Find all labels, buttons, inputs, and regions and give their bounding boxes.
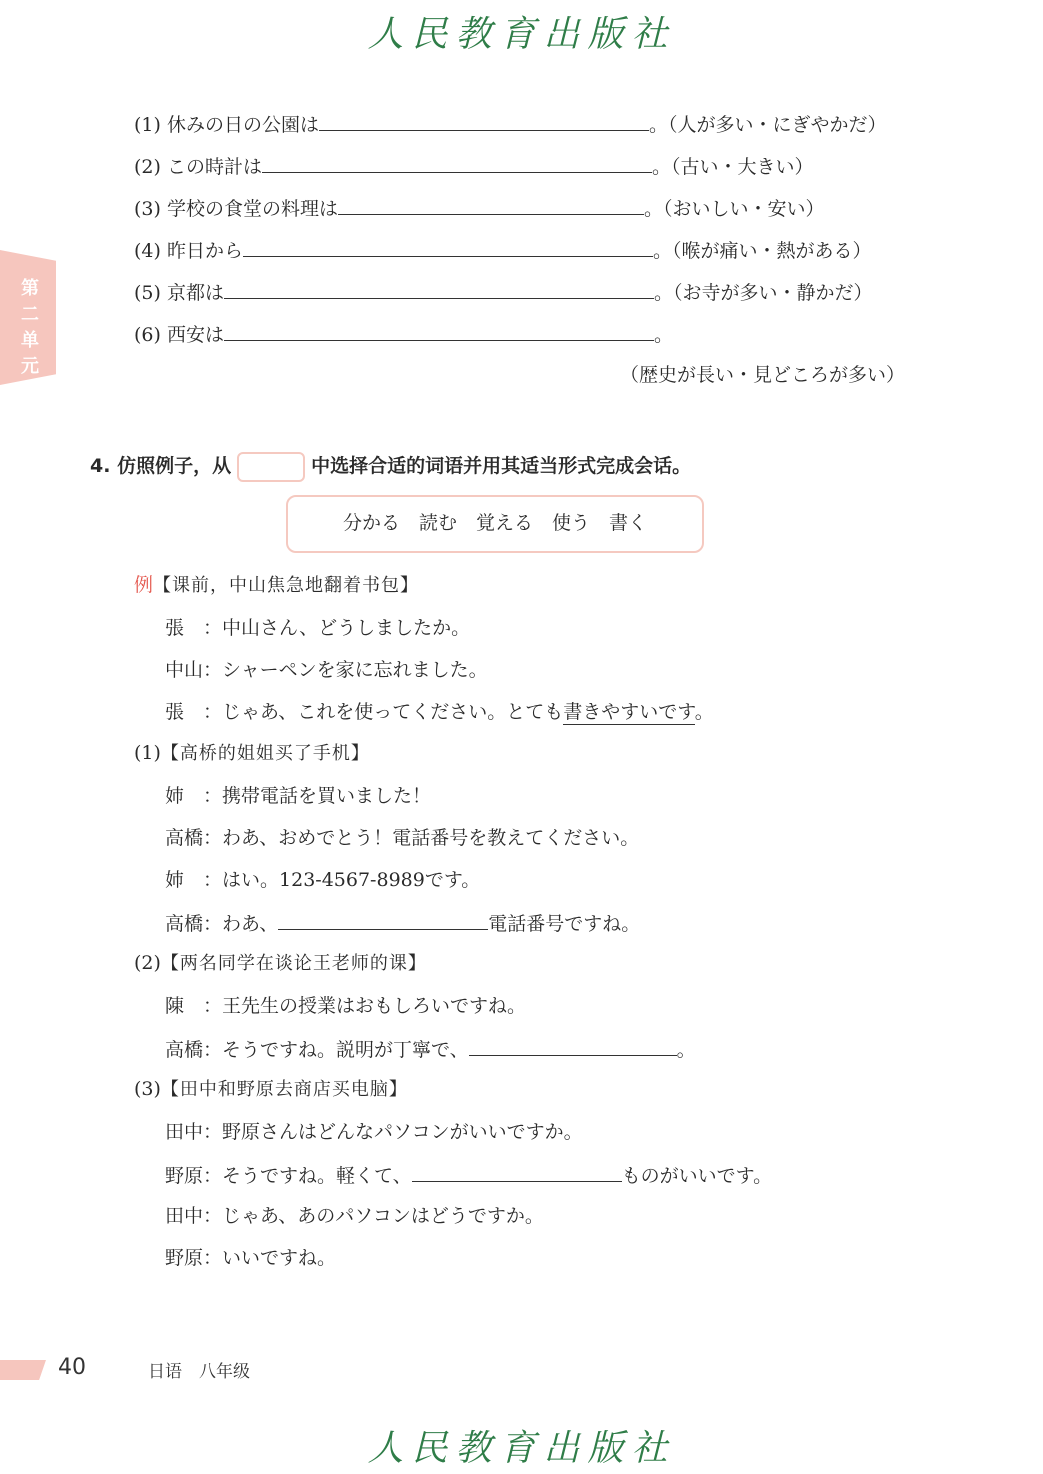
speaker: 姉 ：	[165, 869, 223, 891]
speaker: 陳 ：	[165, 995, 223, 1017]
line-end: 。	[694, 701, 714, 723]
instruction-part-a: 仿照例子，从	[117, 455, 232, 477]
item-number: (4)	[134, 240, 161, 262]
line-text: そうですね。説明が丁寧で、	[222, 1039, 469, 1061]
scene-text: 【田中和野原去商店买电脑】	[160, 1079, 408, 1100]
dialog2-line-2	[165, 1033, 696, 1063]
item-prompt: 学校の食堂の料理は	[166, 198, 338, 220]
s3-item-4	[134, 234, 872, 264]
answer-blank[interactable]	[224, 276, 654, 299]
speaker: 張 ：	[165, 617, 223, 639]
item-number: (2)	[134, 156, 161, 178]
dialog1-line-2	[165, 823, 639, 853]
speaker: 野原：	[165, 1247, 223, 1269]
speaker: 野原：	[165, 1165, 223, 1187]
book-title: 日语 八年级	[148, 1362, 250, 1382]
line-text-after: ものがいいです。	[621, 1165, 773, 1187]
line-text: シャーペンを家に忘れました。	[222, 659, 488, 681]
s3-item-2	[134, 150, 814, 180]
item-prompt: 昨日から	[166, 240, 243, 262]
dialog3-scene	[134, 1074, 408, 1104]
answer-blank[interactable]	[243, 234, 653, 257]
item-prompt: 休みの日の公園は	[166, 114, 319, 136]
answer-blank[interactable]	[262, 150, 652, 173]
item-end: 。	[643, 198, 663, 220]
line-text: 野原さんはどんなパソコンがいいですか。	[222, 1121, 583, 1143]
speaker: 田中：	[165, 1121, 223, 1143]
item-number: (3)	[134, 1078, 161, 1100]
dialog3-line-2	[165, 1159, 772, 1189]
dialog3-line-4	[165, 1243, 336, 1273]
speaker: 高橋：	[165, 913, 223, 935]
section-number: 4.	[90, 455, 111, 477]
example-answer: 書きやすいです	[563, 701, 695, 723]
line-text-after: 。	[676, 1039, 696, 1061]
item-end: 。	[652, 240, 672, 262]
item-number: (1)	[134, 114, 161, 136]
line-text: 中山さん、どうしましたか。	[222, 617, 471, 639]
word-choice-box: 分かる 読む 覚える 使う 書く	[286, 495, 704, 553]
line-text: わあ、	[222, 913, 279, 935]
answer-blank[interactable]	[412, 1159, 622, 1182]
item-number: (5)	[134, 282, 161, 304]
item-hint: （お寺が多い・静かだ）	[673, 282, 873, 304]
item-end: 。	[653, 324, 673, 346]
speaker: 中山：	[165, 659, 223, 681]
word-box-reference	[237, 452, 305, 482]
line-text: 携帯電話を買いました！	[222, 785, 432, 807]
dialog1-line-4	[165, 907, 640, 937]
line-text: そうですね。軽くて、	[222, 1165, 412, 1187]
dialog1-scene	[134, 738, 370, 768]
dialog1-line-3	[165, 865, 480, 895]
answer-blank[interactable]	[319, 108, 649, 131]
speaker: 高橋：	[165, 1039, 223, 1061]
s3-item-3	[134, 192, 825, 222]
scene-text: 【课前，中山焦急地翻着书包】	[153, 575, 420, 596]
item-end: 。	[653, 282, 673, 304]
scene-text: 【两名同学在谈论王老师的课】	[160, 953, 427, 974]
footer-accent-bar	[0, 1360, 46, 1380]
line-text: じゃあ、あのパソコンはどうですか。	[222, 1205, 544, 1227]
example-line-1	[165, 613, 470, 643]
speaker: 張 ：	[165, 701, 223, 723]
line-text-after: 電話番号ですね。	[488, 913, 641, 935]
line-text: 王先生の授業はおもしろいですね。	[222, 995, 527, 1017]
item-hint: （人が多い・にぎやかだ）	[668, 114, 887, 136]
instruction-part-b: 中选择合适的词语并用其适当形式完成会话。	[311, 455, 692, 477]
dialog1-line-1	[165, 781, 431, 811]
item-end: 。	[651, 156, 671, 178]
unit-side-label: 第二单元	[21, 278, 39, 377]
answer-blank[interactable]	[224, 318, 654, 341]
answer-blank[interactable]	[278, 907, 488, 930]
item-number: (2)	[134, 952, 161, 974]
scene-text: 【高桥的姐姐买了手机】	[160, 743, 370, 764]
s3-item-1	[134, 108, 887, 138]
line-text: いいですね。	[222, 1247, 337, 1269]
item-hint: （喉が痛い・熱がある）	[672, 240, 872, 262]
speaker: 姉 ：	[165, 785, 223, 807]
dialog3-line-1	[165, 1117, 583, 1147]
page-number: 40	[58, 1355, 86, 1380]
line-text: わあ、おめでとう！電話番号を教えてください。	[222, 827, 640, 849]
speaker: 田中：	[165, 1205, 223, 1227]
item-number: (6)	[134, 324, 161, 346]
answer-blank[interactable]	[469, 1033, 677, 1056]
item-prompt: この時計は	[166, 156, 262, 178]
example-line-3	[165, 697, 714, 727]
item-number: (1)	[134, 742, 161, 764]
item-hint: （古い・大きい）	[671, 156, 814, 178]
item-hint: （おいしい・安い）	[663, 198, 825, 220]
dialog2-scene	[134, 948, 427, 978]
line-text: はい。123-4567-8989です。	[222, 869, 481, 891]
speaker: 高橋：	[165, 827, 223, 849]
answer-blank[interactable]	[338, 192, 644, 215]
publisher-logo-top: 人民教育出版社	[367, 14, 676, 55]
line-text: じゃあ、これを使ってください。とても	[222, 701, 564, 723]
example-mark: 例	[134, 574, 154, 596]
example-line-2	[165, 655, 488, 685]
item-prompt: 西安は	[166, 324, 224, 346]
publisher-logo-bottom: 人民教育出版社	[367, 1428, 676, 1469]
s3-item-6-hint: （歴史が長い・見どころが多い）	[620, 364, 906, 386]
example-scene	[134, 570, 419, 600]
s3-item-6	[134, 318, 673, 348]
item-prompt: 京都は	[166, 282, 224, 304]
section4-heading	[90, 450, 691, 482]
s3-item-5	[134, 276, 873, 306]
dialog2-line-1	[165, 991, 526, 1021]
dialog3-line-3	[165, 1201, 544, 1231]
item-number: (3)	[134, 198, 161, 220]
item-end: 。	[648, 114, 668, 136]
